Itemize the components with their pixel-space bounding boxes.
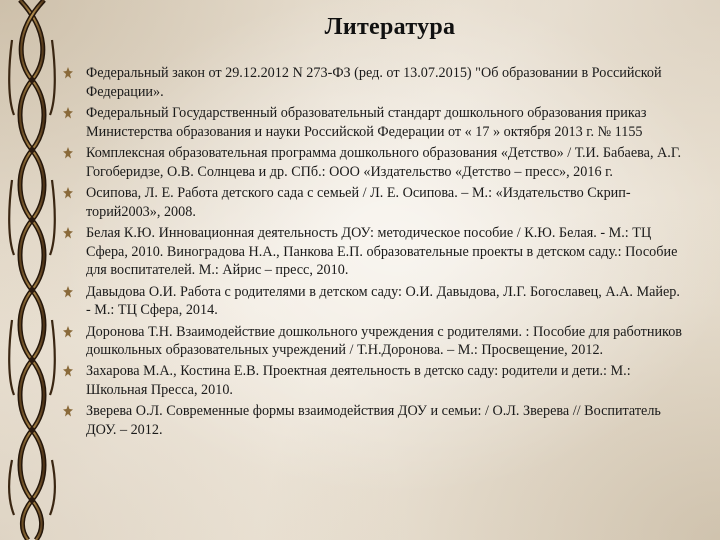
list-item: [62, 104, 682, 141]
list-item: [62, 402, 682, 439]
list-item: [62, 362, 682, 399]
reference-text: Осипова, Л. Е. Работа детского сада с семьей / Л. Е. Осипова. – М.: «Издательство Скрип-торий2003», 2008.: [86, 184, 631, 220]
list-item: [62, 323, 682, 360]
page-title: Литература: [324, 14, 456, 40]
fleur-bullet-icon: [62, 66, 74, 80]
list-item: [62, 224, 682, 280]
fleur-bullet-icon: [62, 364, 74, 378]
reference-text: Белая К.Ю. Инновационная деятельность ДОУ: методическое пособие / К.Ю. Белая. - М.: ТЦ Сфера, 2010. Виноградова Н.А., Панкова Е.П. образовательные проекты в детском саду.: Пособие для воспитателей. М.: Айрис – пресс, 2010.: [86, 224, 678, 279]
fleur-bullet-icon: [62, 146, 74, 160]
fleur-bullet-icon: [62, 186, 74, 200]
fleur-bullet-icon: [62, 285, 74, 299]
reference-text: Давыдова О.И. Работа с родителями в детском саду: О.И. Давыдова, Л.Г. Богославец, А.А. Майер. - М.: ТЦ Сфера, 2014.: [86, 283, 680, 319]
reference-text: Федеральный закон от 29.12.2012 N 273-ФЗ (ред. от 13.07.2015) "Об образовании в Российской Федерации».: [86, 65, 662, 100]
list-item: [62, 144, 682, 181]
fleur-bullet-icon: [62, 226, 74, 240]
list-item: [62, 184, 682, 221]
reference-text: Комплексная образовательная программа дошкольного образования «Детство» / Т.И. Бабаева, А.Г. Гогоберидзе, О.В. Солнцева и др. СПб.: ООО «Издательство «Детство – пресс», 2016 г.: [86, 144, 681, 180]
celtic-knot-ornament: [8, 0, 56, 540]
list-item: [62, 283, 682, 320]
fleur-bullet-icon: [62, 404, 74, 418]
reference-text: Доронова Т.Н. Взаимодействие дошкольного учреждения с родителями. : Пособие для работников дошкольных образовательных учреждений / Т.Н.Доронова. – М.: Просвещение, 2012.: [86, 323, 683, 359]
fleur-bullet-icon: [62, 106, 74, 120]
reference-text: Зверева О.Л. Современные формы взаимодействия ДОУ и семьи: / О.Л. Зверева // Воспитатель ДОУ. – 2012.: [86, 403, 661, 439]
list-item: [62, 64, 682, 101]
fleur-bullet-icon: [62, 325, 74, 339]
reference-text: Федеральный Государственный образовательный стандарт дошкольного образования приказ Министерства образования и науки Российской Федерации от « 17 » октября 2013 г. № 1155: [86, 104, 647, 140]
reference-text: Захарова М.А., Костина Е.В. Проектная деятельность в детско саду: родители и дети.: М.: Школьная Пресса, 2010.: [86, 363, 631, 399]
reference-list: [62, 64, 682, 442]
